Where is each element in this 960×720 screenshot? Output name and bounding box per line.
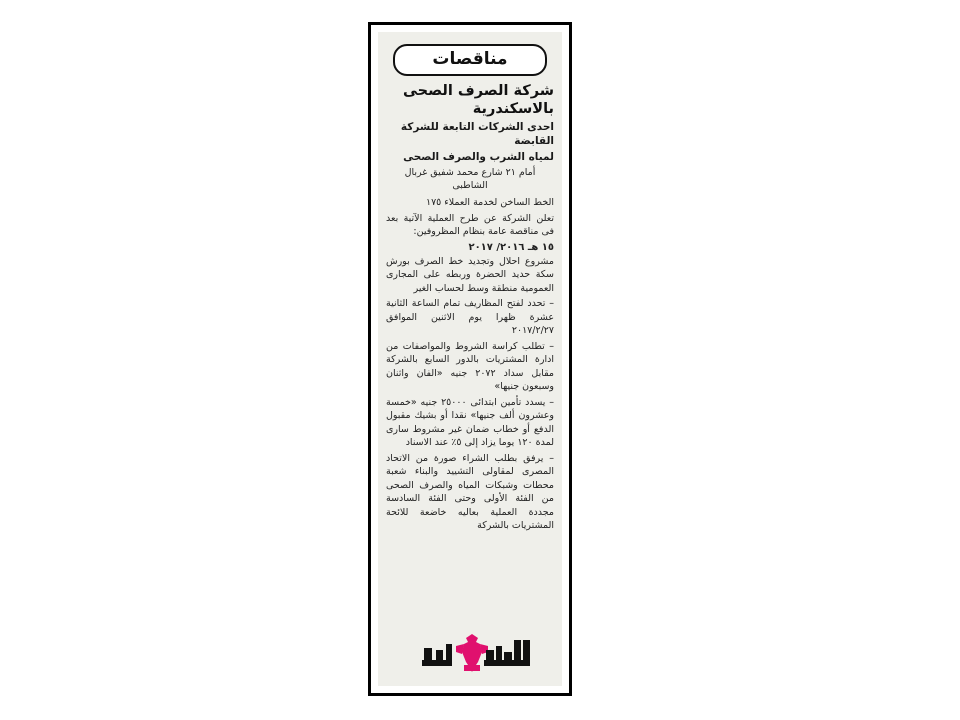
attachment-requirements: – يرفق بطلب الشراء صورة من الاتحاد المصرى لمقاولى التشييد والبناء شعبة محطات وشبكات المياه والصرف الصحى من الفئة الأولى وحتى الفئة السادسة مجددة العملية بعاليه خاضعة للائحة المشتريات بالشركة [386, 452, 554, 531]
affiliation: احدى الشركات التابعة للشركة القابضة [400, 121, 554, 147]
newspaper-clipping [378, 32, 562, 686]
section-title-badge: مناقصات [393, 44, 547, 76]
conditions-booklet: – تطلب كراسة الشروط والمواصفات من ادارة المشتريات بالدور السابع بالشركة مقابل سداد ٢٠٧٢ جنيه «الفان واثنان وسبعون جنيها» [386, 340, 555, 392]
announcement: تعلن الشركة عن طرح العملية الآتية بعد فى مناقصة عامة بنظام المظروفين: [386, 212, 554, 237]
project-description: مشروع احلال وتجديد خط الصرف بورش سكة حديد الحضرة وربطه على المجارى العمومية منطقة وسط لحساب الغير [386, 255, 554, 294]
newspaper-clipping-frame [368, 22, 572, 696]
company-name: شركة الصرف الصحى [403, 83, 554, 99]
affiliation-holding: لمياه الشرب والصرف الصحى [403, 151, 554, 163]
insurance-terms: – يسدد تأمين ابتدائى ٢٥٠٠٠ جنيه «خمسة وعشرون ألف جنيها» نقدا أو بشيك مقبول الدفع أو خطاب ضمان غير مشروط سارى لمدة ١٢٠ يوما يزاد إلى ٥٪ عند الاسناد [386, 396, 554, 448]
tender-number: ١٥ هـ ٢٠١٦/ ٢٠١٧ [468, 241, 554, 253]
eagle-emblem-icon [456, 634, 488, 672]
hotline: الخط الساخن لخدمة العملاء ١٧٥ [425, 197, 554, 208]
address: أمام ٢١ شارع محمد شفيق غربال الشاطبى [404, 167, 536, 191]
al-gomhuria-logo [416, 632, 536, 674]
opening-date: – تحدد لفتح المظاريف تمام الساعة الثانية عشرة ظهرا يوم الاثنين الموافق ٢٠١٧/٢/٢٧ [386, 298, 554, 336]
company-city: بالاسكندرية [472, 101, 554, 117]
ad-column [378, 32, 562, 533]
